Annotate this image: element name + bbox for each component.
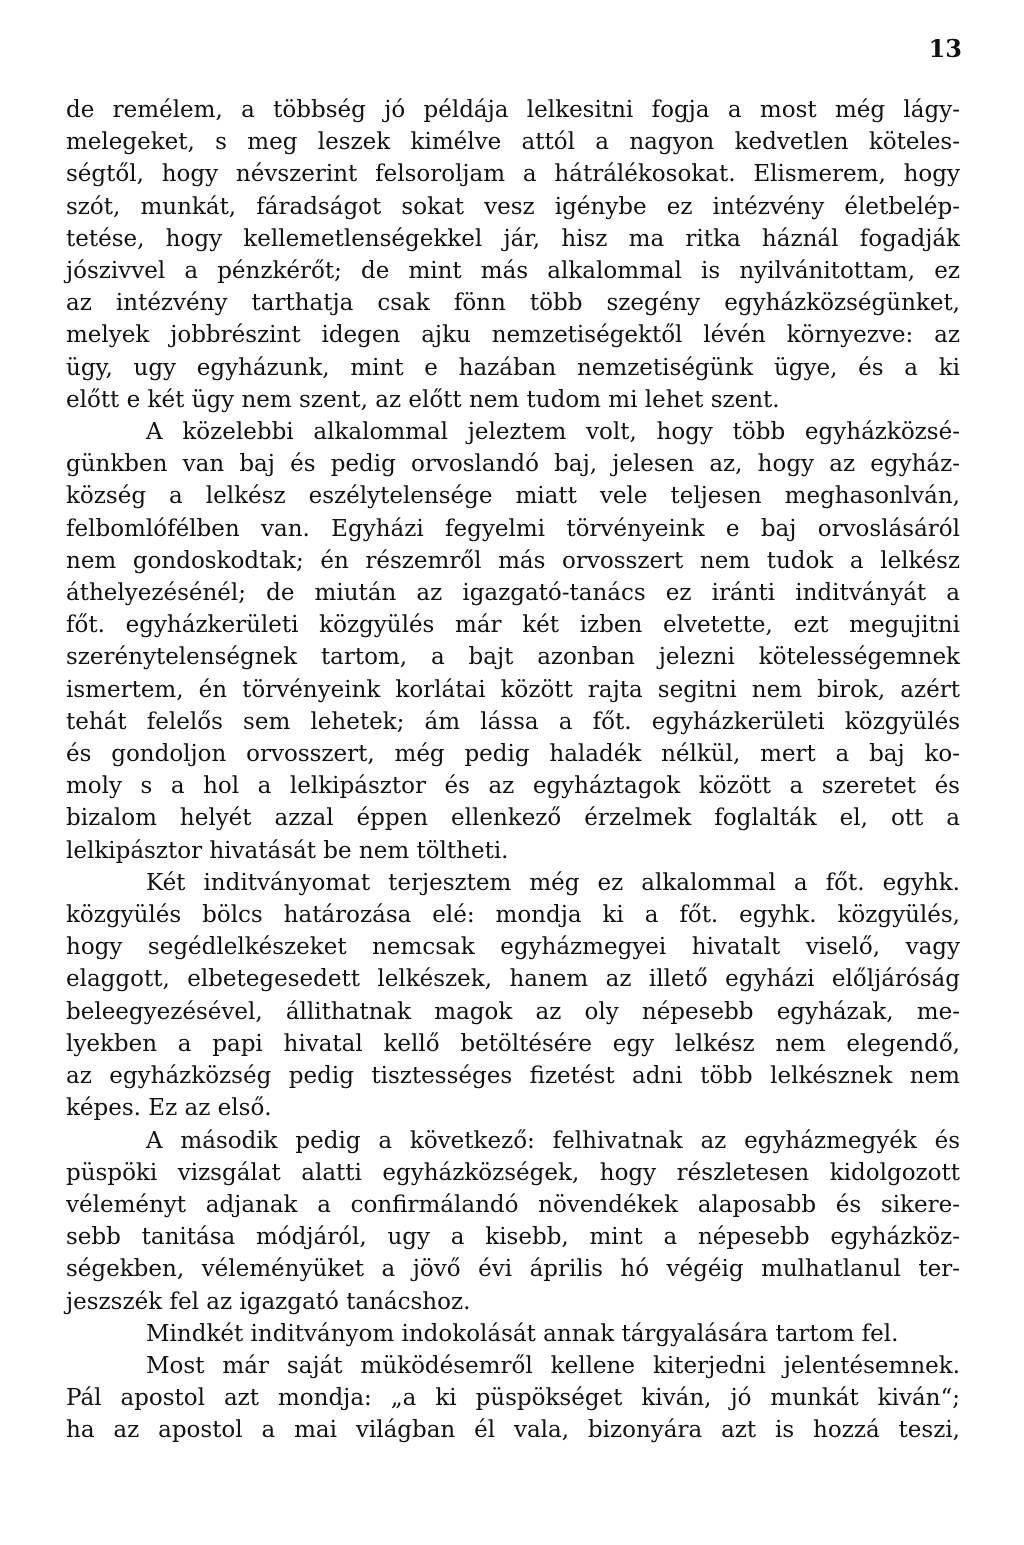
text-line: az intézvény tarthatja csak fönn több szegény egyházközségünket, [66, 290, 960, 317]
text-line: bizalom helyét azzal éppen ellenkező érzelmek foglalták el, ott a [66, 805, 960, 832]
text-line: melegeket, s meg leszek kimélve attól a nagyon kedvetlen köteles- [66, 129, 960, 156]
text-line: Mindkét inditványom indokolását annak tárgyalására tartom fel. [146, 1320, 899, 1347]
text-line: de remélem, a többség jó példája lelkesitni fogja a most még lágy- [66, 97, 960, 123]
text-line: ha az apostol a mai világban él vala, bizonyára azt is hozzá teszi, [66, 1417, 960, 1444]
text-line: günkben van baj és pedig orvoslandó baj, jelesen az, hogy az egyház- [66, 451, 960, 478]
text-line: képes. Ez az első. [66, 1095, 272, 1122]
text-line: jeszszék fel az igazgató tanácshoz. [66, 1288, 471, 1315]
text-line: ségtől, hogy névszerint felsoroljam a hátrálékosokat. Elismerem, hogy [66, 161, 960, 188]
text-line: Most már saját müködésemről kellene kiterjedni jelentésemnek. [146, 1352, 960, 1379]
text-line: Két inditványomat terjesztem még ez alkalommal a főt. egyhk. [146, 869, 960, 896]
paragraph [66, 416, 960, 867]
text-line: felbomlófélben van. Egyházi fegyelmi törvényeink e baj orvoslásáról [66, 515, 960, 542]
text-line: község a lelkész eszélytelensége miatt vele teljesen meghasonlván, [66, 483, 960, 510]
text-line: elaggott, elbetegesedett lelkészek, hanem az illető egyházi előljáróság [66, 966, 960, 993]
text-line: A közelebbi alkalommal jeleztem volt, hogy több egyházközsé- [146, 419, 960, 446]
text-line: véleményt adjanak a confirmálandó növendékek alaposabb és sikere- [66, 1191, 960, 1218]
page-number: 13 [928, 34, 962, 63]
text-line: szerénytelenségnek tartom, a bajt azonban jelezni kötelességemnek [66, 644, 960, 671]
text-line: jószivvel a pénzkérőt; de mint más alkalommal is nyilvánitottam, ez [66, 258, 960, 285]
paragraph [66, 1318, 960, 1350]
paragraph [66, 1125, 960, 1318]
text-line: szót, munkát, fáradságot sokat vesz igénybe ez intézvény életbelép- [66, 193, 960, 220]
text-line: ségekben, véleményüket a jövő évi április hó végéig mulhatlanul ter- [66, 1256, 960, 1283]
paragraph [66, 1350, 960, 1447]
paragraph [66, 867, 960, 1125]
text-line: tehát felelős sem lehetek; ám lássa a főt. egyházkerületi közgyülés [66, 708, 960, 735]
text-line: moly s a hol a lelkipásztor és az egyháztagok között a szeretet és [66, 773, 960, 800]
text-body [66, 94, 960, 1447]
text-line: beleegyezésével, állithatnak magok az oly népesebb egyházak, me- [66, 998, 960, 1025]
text-line: ügy, ugy egyházunk, mint e hazában nemzetiségünk ügye, és a ki [66, 354, 960, 381]
paragraph [66, 94, 960, 416]
text-line: és gondoljon orvosszert, még pedig haladék nélkül, mert a baj ko- [66, 741, 960, 768]
text-line: hogy segédlelkészeket nemcsak egyházmegyei hivatalt viselő, vagy [66, 934, 960, 961]
text-line: melyek jobbrészint idegen ajku nemzetiségektől lévén környezve: az [66, 322, 960, 349]
text-line: közgyülés bölcs határozása elé: mondja ki a főt. egyhk. közgyülés, [66, 902, 960, 929]
text-line: előtt e két ügy nem szent, az előtt nem tudom mi lehet szent. [66, 386, 780, 413]
text-line: tetése, hogy kellemetlenségekkel jár, hisz ma ritka háznál fogadják [66, 225, 960, 252]
text-line: főt. egyházkerületi közgyülés már két izben elvetette, ezt megujitni [66, 612, 960, 639]
text-line: áthelyezésénél; de miután az igazgató-tanács ez iránti inditványát a [66, 580, 960, 607]
text-line: A második pedig a következő: felhivatnak az egyházmegyék és [146, 1127, 960, 1154]
text-line: lelkipásztor hivatását be nem töltheti. [66, 837, 509, 864]
text-line: lyekben a papi hivatal kellő betöltésére egy lelkész nem elegendő, [66, 1030, 960, 1057]
text-line: Pál apostol azt mondja: „a ki püspökséget kiván, jó munkát kiván“; [66, 1385, 960, 1412]
text-line: nem gondoskodtak; én részemről más orvosszert nem tudok a lelkész [66, 547, 960, 574]
text-line: ismertem, én törvényeink korlátai között rajta segitni nem birok, azért [66, 676, 960, 703]
text-line: sebb tanitása módjáról, ugy a kisebb, mint a népesebb egyházköz- [66, 1224, 960, 1251]
text-line: az egyházközség pedig tisztességes fizetést adni több lelkésznek nem [66, 1063, 960, 1090]
text-line: püspöki vizsgálat alatti egyházközségek, hogy részletesen kidolgozott [66, 1159, 960, 1186]
